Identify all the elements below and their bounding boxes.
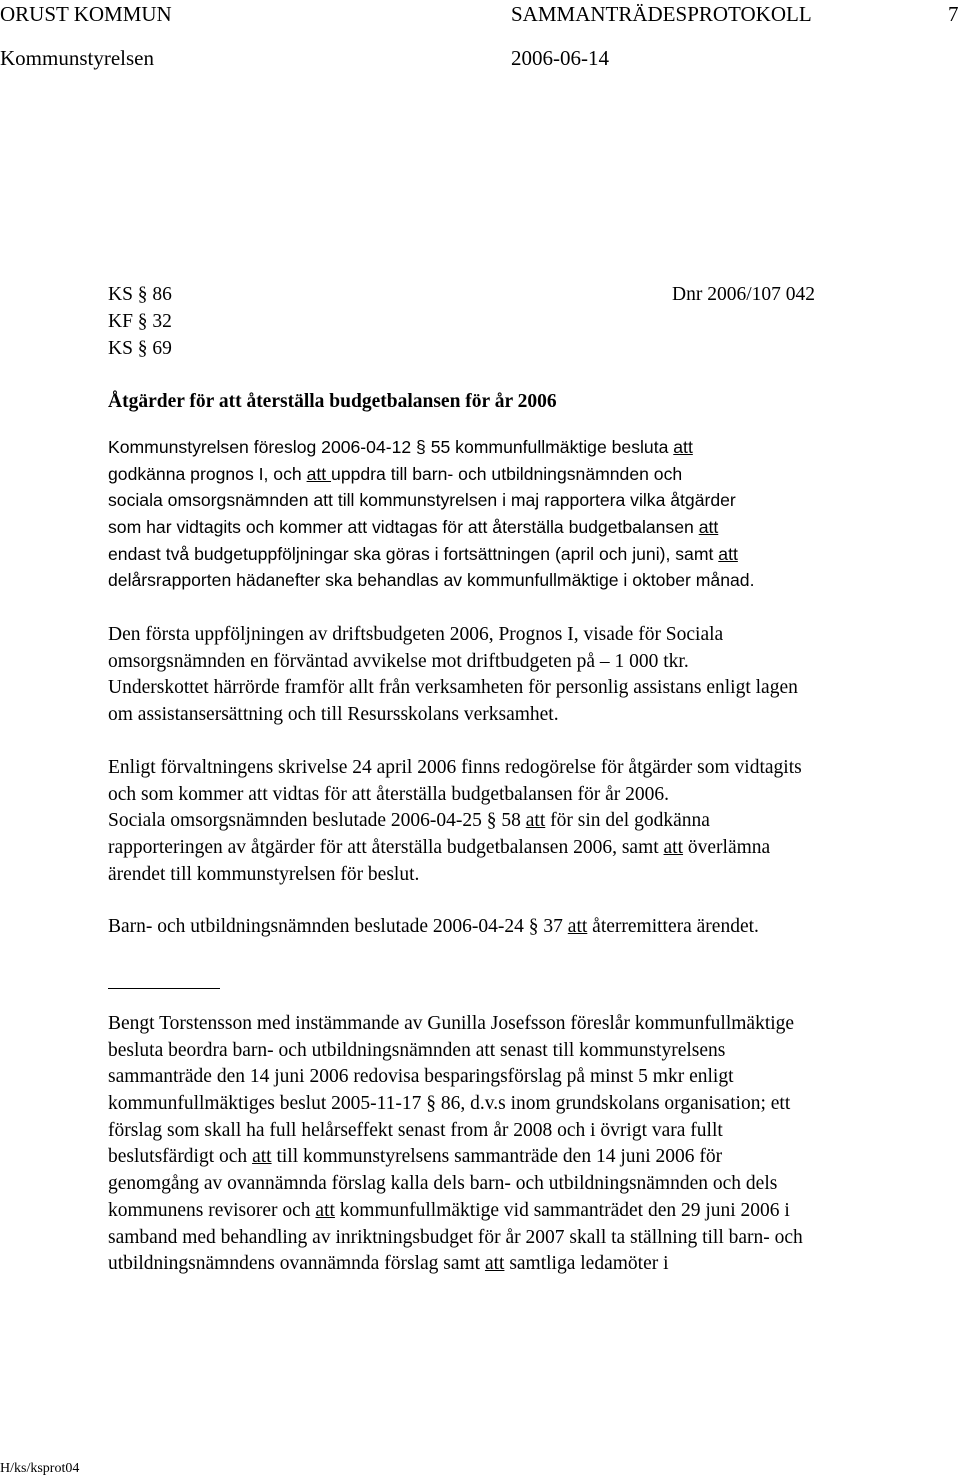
text-line bbox=[108, 755, 928, 782]
paragraph-proposal bbox=[108, 434, 928, 594]
text-line bbox=[108, 1171, 928, 1198]
ref-kf-32: KF § 32 bbox=[108, 311, 172, 332]
org-name: ORUST KOMMUN bbox=[0, 2, 172, 26]
paragraph-motion bbox=[108, 1011, 928, 1278]
text-line bbox=[108, 461, 928, 488]
text-line bbox=[108, 782, 928, 809]
text-segment: Barn- och utbildningsnämnden beslutade 2006-04-24 § 37 bbox=[108, 916, 568, 937]
file-path-footer: H/ks/ksprot04 bbox=[0, 1461, 80, 1476]
paragraph-followup bbox=[108, 622, 928, 729]
text-segment: utbildningsnämndens ovannämnda förslag samt bbox=[108, 1253, 485, 1275]
underlined-att: att bbox=[484, 1253, 505, 1275]
text-segment: kommunfullmäktiges beslut 2005-11-17 § 86, d.v.s inom grundskolans organisation; ett bbox=[108, 1093, 791, 1115]
text-segment: kommunens revisorer och bbox=[108, 1199, 316, 1221]
text-line bbox=[108, 1091, 928, 1118]
text-segment: samtliga ledamöter i bbox=[504, 1253, 669, 1275]
text-line bbox=[108, 567, 928, 594]
text-segment: förslag som skall ha full helårseffekt senast from år 2008 och i övrigt vara fullt bbox=[108, 1119, 723, 1141]
text-line bbox=[108, 1064, 928, 1091]
document-type: SAMMANTRÄDESPROTOKOLL bbox=[511, 2, 812, 26]
underlined-att: att bbox=[567, 916, 588, 937]
text-segment: Bengt Torstensson med instämmande av Gunilla Josefsson föreslår kommunfullmäktige bbox=[108, 1013, 795, 1034]
text-line bbox=[108, 862, 928, 889]
text-line bbox=[108, 541, 928, 568]
text-line bbox=[108, 1118, 928, 1145]
document-title: Åtgärder för att återställa budgetbalansen för år 2006 bbox=[108, 391, 557, 412]
text-segment: återremittera ärendet. bbox=[587, 916, 759, 937]
text-segment: beslutsfärdigt och bbox=[108, 1146, 253, 1168]
text-line bbox=[108, 1038, 928, 1065]
underlined-att: att bbox=[673, 437, 693, 457]
underlined-att: att bbox=[698, 517, 719, 538]
underlined-att: att bbox=[306, 463, 332, 484]
underlined-att: att bbox=[252, 1146, 272, 1168]
text-segment: rapporteringen av åtgärder för att återställa budgetbalansen 2006, samt bbox=[108, 837, 664, 859]
text-segment: sammanträde den 14 juni 2006 redovisa besparingsförslag på minst 5 mkr enligt bbox=[108, 1066, 734, 1088]
text-line bbox=[108, 1144, 928, 1171]
text-line bbox=[108, 1198, 928, 1225]
text-line bbox=[108, 914, 928, 941]
text-segment: delårsrapporten hädanefter ska behandlas av kommunfullmäktige i oktober månad. bbox=[108, 570, 755, 591]
text-segment: Enligt förvaltningens skrivelse 24 april 2006 finns redogörelse för åtgärder som vidtagits bbox=[108, 757, 802, 778]
text-segment: besluta beordra barn- och utbildningsnämnden att senast till kommunstyrelsens bbox=[108, 1039, 726, 1061]
separator-line bbox=[108, 988, 220, 989]
text-segment: till kommunstyrelsens sammanträde den 14 juni 2006 för bbox=[271, 1146, 723, 1168]
paragraph-education-board bbox=[108, 914, 928, 941]
text-line: om assistansersättning och till Resursskolans verksamhet. bbox=[108, 704, 559, 726]
text-segment: som har vidtagits och kommer att vidtagas för att återställa budgetbalansen bbox=[108, 517, 699, 538]
text-line: omsorgsnämnden en förväntad avvikelse mot driftbudgeten på – 1 000 tkr. bbox=[108, 650, 689, 672]
text-line bbox=[108, 514, 928, 541]
text-segment: Kommunstyrelsen föreslog 2006-04-12 § 55 kommunfullmäktige besluta bbox=[108, 437, 674, 457]
text-line bbox=[108, 1225, 928, 1252]
text-segment: endast två budgetuppföljningar ska göras i fortsättningen (april och juni), samt bbox=[108, 543, 719, 564]
paragraph-administration bbox=[108, 755, 928, 888]
underlined-att: att bbox=[525, 810, 546, 832]
text-segment: kommunfullmäktige vid sammanträdet den 29 juni 2006 i bbox=[334, 1199, 790, 1221]
text-segment: ärendet till kommunstyrelsen för beslut. bbox=[108, 863, 420, 885]
text-line: Den första uppföljningen av driftsbudgeten 2006, Prognos I, visade för Sociala bbox=[108, 624, 724, 645]
ref-ks-69: KS § 69 bbox=[108, 338, 172, 359]
page-number: 7 bbox=[948, 2, 959, 26]
underlined-att: att bbox=[718, 543, 738, 564]
text-segment: överlämna bbox=[683, 837, 771, 859]
text-line bbox=[108, 434, 928, 461]
text-segment: Sociala omsorgsnämnden beslutade 2006-04-25 § 58 bbox=[108, 810, 526, 832]
text-segment: godkänna prognos I, och bbox=[108, 463, 307, 484]
text-segment: uppdra till barn- och utbildningsnämnden och bbox=[331, 463, 683, 484]
ref-dnr: Dnr 2006/107 042 bbox=[672, 284, 815, 305]
text-segment: samband med behandling av inriktningsbudget för år 2007 skall ta ställning till barn- och bbox=[108, 1226, 803, 1248]
text-line: Underskottet härrörde framför allt från verksamheten för personlig assistans enligt lagen bbox=[108, 677, 798, 699]
text-line bbox=[108, 487, 928, 514]
meeting-date: 2006-06-14 bbox=[511, 46, 609, 70]
underlined-att: att bbox=[663, 837, 684, 859]
ref-ks-86: KS § 86 bbox=[108, 284, 172, 305]
text-segment: sociala omsorgsnämnden att till kommunstyrelsen i maj rapportera vilka åtgärder bbox=[108, 490, 736, 511]
text-segment: genomgång av ovannämnda förslag kalla dels barn- och utbildningsnämnden och dels bbox=[108, 1173, 778, 1195]
text-line bbox=[108, 808, 928, 835]
text-line bbox=[108, 835, 928, 862]
committee-name: Kommunstyrelsen bbox=[0, 46, 154, 70]
text-line bbox=[108, 1011, 928, 1038]
text-segment: för sin del godkänna bbox=[545, 810, 710, 832]
text-line bbox=[108, 1251, 928, 1278]
underlined-att: att bbox=[315, 1199, 335, 1221]
text-segment: och som kommer att vidtas för att återställa budgetbalansen för år 2006. bbox=[108, 783, 669, 805]
